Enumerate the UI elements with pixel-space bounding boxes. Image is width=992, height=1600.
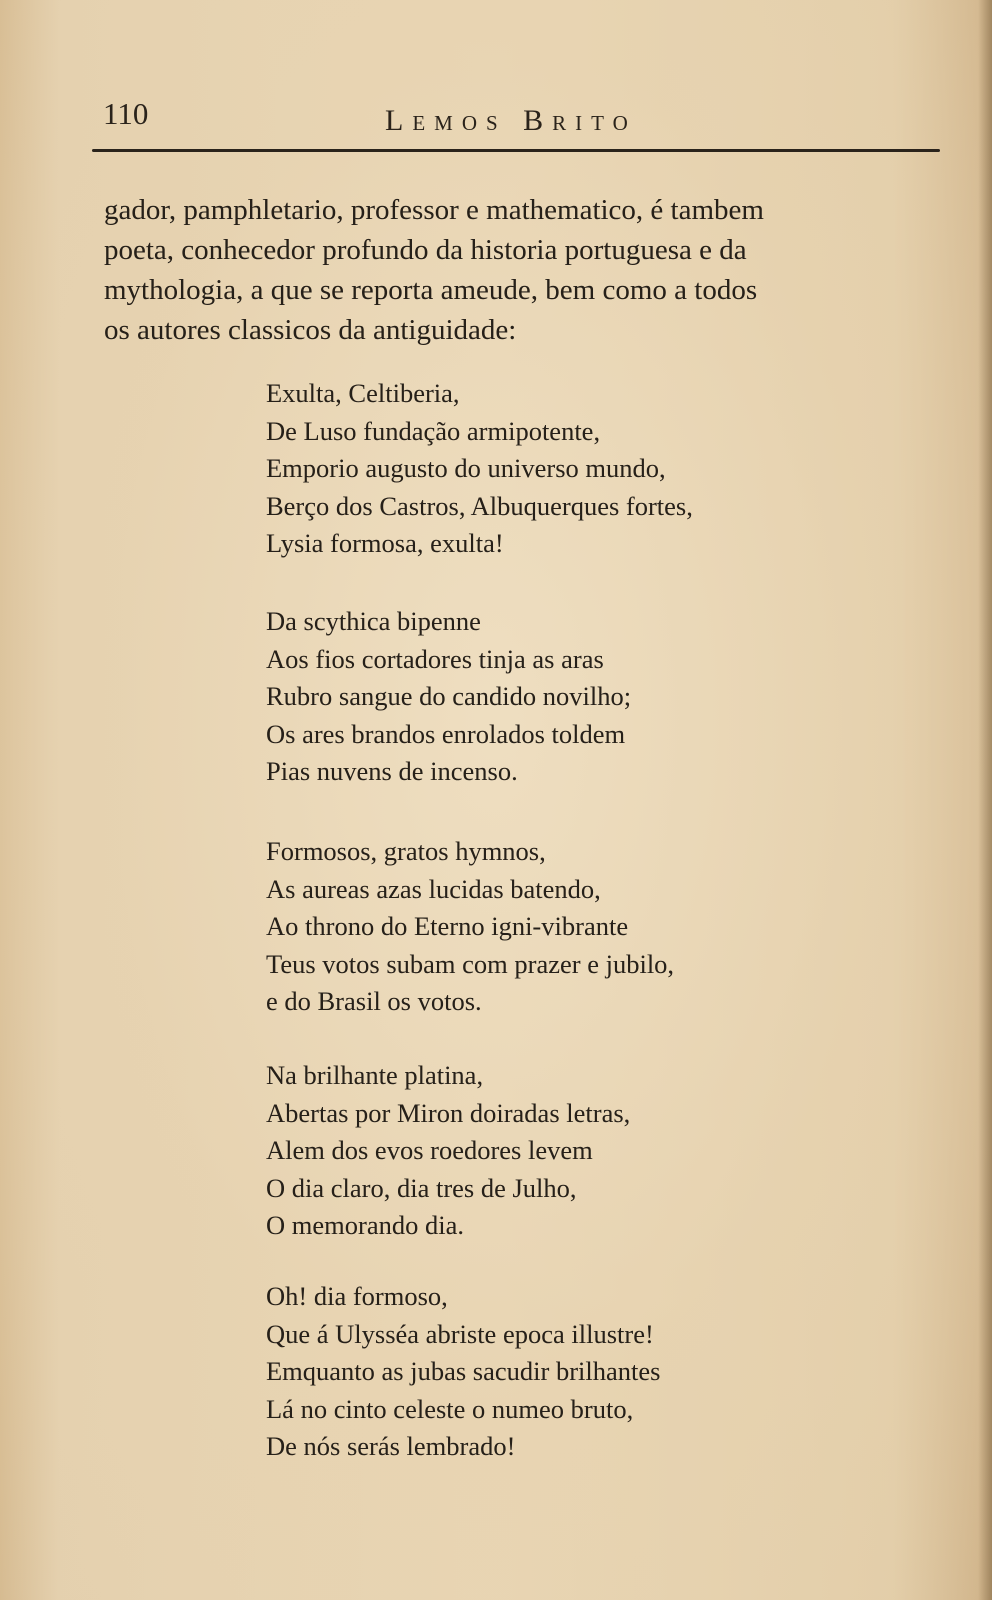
poem-stanza-5 bbox=[266, 1278, 660, 1466]
verse-line: Os ares brandos enrolados toldem bbox=[266, 718, 626, 749]
verse-line: Pias nuvens de incenso. bbox=[266, 756, 518, 786]
header-rule bbox=[92, 149, 940, 152]
verse-line: De nós serás lembrado! bbox=[266, 1431, 516, 1461]
verse-line: Emporio augusto do universo mundo, bbox=[266, 453, 666, 483]
prose-line: os autores classicos da antiguidade: bbox=[104, 314, 517, 346]
verse-line: Emquanto as jubas sacudir brilhantes bbox=[266, 1356, 661, 1386]
poem-stanza-2 bbox=[266, 603, 631, 791]
verse-line: Oh! dia formoso, bbox=[266, 1281, 448, 1311]
poem-stanza-4 bbox=[266, 1057, 630, 1245]
verse-line: De Luso fundação armipotente, bbox=[266, 415, 601, 446]
prose-line: poeta, conhecedor profundo da historia portuguesa e da bbox=[104, 234, 747, 266]
verse-line: As aureas azas lucidas batendo, bbox=[266, 873, 601, 904]
verse-line: Exulta, Celtiberia, bbox=[266, 378, 460, 408]
verse-line: O dia claro, dia tres de Julho, bbox=[266, 1172, 577, 1203]
verse-line: Berço dos Castros, Albuquerques fortes, bbox=[266, 490, 693, 521]
page-number: 110 bbox=[103, 96, 149, 131]
running-title: Lemos Brito bbox=[385, 104, 637, 137]
verse-line: Da scythica bipenne bbox=[266, 606, 481, 636]
verse-line: Aos fios cortadores tinja as aras bbox=[266, 643, 604, 674]
prose-line: mythologia, a que se reporta ameude, bem como a todos bbox=[104, 274, 758, 306]
verse-line: Lysia formosa, exulta! bbox=[266, 528, 504, 558]
verse-line: Ao throno do Eterno igni-vibrante bbox=[266, 911, 629, 941]
verse-line: Formosos, gratos hymnos, bbox=[266, 836, 546, 866]
verse-line: Rubro sangue do candido novilho; bbox=[266, 681, 632, 711]
verse-line: Lá no cinto celeste o numeo bruto, bbox=[266, 1393, 634, 1424]
verse-line: Abertas por Miron doiradas letras, bbox=[266, 1097, 631, 1128]
prose-paragraph bbox=[104, 190, 949, 350]
verse-line: O memorando dia. bbox=[266, 1210, 464, 1240]
poem-stanza-3 bbox=[266, 833, 674, 1021]
prose-line: gador, pamphletario, professor e mathematico, é tambem bbox=[104, 194, 764, 226]
verse-line: Na brilhante platina, bbox=[266, 1060, 484, 1090]
verse-line: Teus votos subam com prazer e jubilo, bbox=[266, 948, 675, 979]
verse-line: Que á Ulysséa abriste epoca illustre! bbox=[266, 1318, 654, 1349]
verse-line: Alem dos evos roedores levem bbox=[266, 1135, 593, 1165]
page-edge-shadow bbox=[978, 0, 992, 1600]
verse-line: e do Brasil os votos. bbox=[266, 986, 482, 1016]
poem-stanza-1 bbox=[266, 375, 693, 563]
